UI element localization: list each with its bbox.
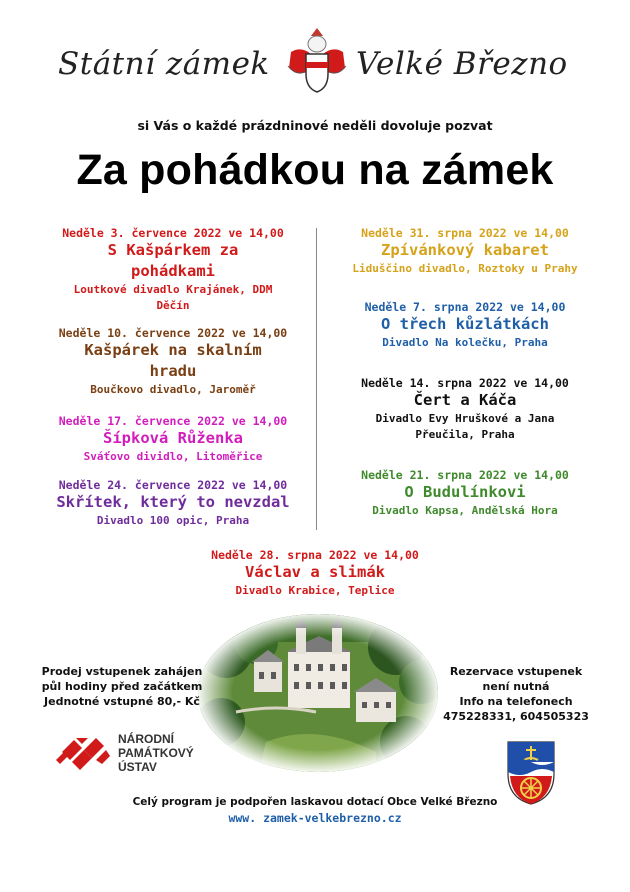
ticket-info — [38, 664, 206, 709]
event-title: Kašpárek na skalním hradu — [84, 341, 262, 380]
header-title-right: Velké Březno — [356, 46, 568, 82]
reservation-info-line: není nutná — [482, 680, 550, 693]
event-subtitle: Boučkovo divadlo, Jaroměř — [90, 383, 256, 396]
website-link[interactable]: www. zamek-velkebrezno.cz — [228, 811, 402, 825]
event-title: Šípková Růženka — [103, 429, 243, 447]
reservation-info — [436, 664, 596, 724]
event-title: O Budulínkovi — [404, 483, 526, 501]
reservation-info-line: Rezervace vstupenek — [449, 665, 583, 678]
event-title: Čert a Káča — [413, 391, 517, 409]
event-center — [165, 548, 465, 599]
event-subtitle: Divadlo Krabice, Teplice — [235, 584, 395, 597]
event-left-3 — [42, 414, 304, 465]
reservation-info-line: 475228331, 604505323 — [443, 710, 589, 723]
event-title: Václav a slimák — [245, 563, 385, 581]
npu-logo — [52, 730, 212, 776]
event-date: Neděle 21. srpna 2022 ve 14,00 — [361, 468, 569, 482]
coat-of-arms-logo — [286, 26, 348, 96]
header-title-left: Státní zámek — [58, 46, 270, 82]
column-divider — [316, 228, 317, 530]
event-subtitle: Loutkové divadlo Krajánek, DDM Děčín — [73, 283, 273, 312]
event-date: Neděle 3. července 2022 ve 14,00 — [62, 226, 284, 240]
event-right-3 — [330, 376, 600, 443]
ticket-info-line: Prodej vstupenek zahájen — [41, 665, 203, 678]
ticket-info-line: Jednotné vstupné 80,- Kč — [44, 695, 200, 708]
event-subtitle: Divadlo Kapsa, Andělská Hora — [372, 504, 558, 517]
event-title: Skřítek, který to nevzdal — [56, 493, 290, 511]
reservation-info-line: Info na telefonech — [459, 695, 573, 708]
event-date: Neděle 10. července 2022 ve 14,00 — [58, 326, 288, 340]
event-left-2 — [42, 326, 304, 398]
castle-photo — [196, 612, 440, 774]
event-title: O třech kůzlátkách — [381, 315, 549, 333]
event-date: Neděle 14. srpna 2022 ve 14,00 — [361, 376, 569, 390]
support-text: Celý program je podpořen laskavou dotací Obce Velké Březno — [132, 796, 498, 808]
event-right-1 — [330, 226, 600, 277]
event-date: Neděle 31. srpna 2022 ve 14,00 — [361, 226, 569, 240]
npu-logo-icon — [52, 730, 112, 774]
npu-text-line: NÁRODNÍ — [118, 732, 174, 746]
npu-text-line: ÚSTAV — [118, 760, 157, 774]
event-date: Neděle 28. srpna 2022 ve 14,00 — [211, 548, 419, 562]
event-date: Neděle 17. července 2022 ve 14,00 — [58, 414, 288, 428]
event-left-1 — [42, 226, 304, 314]
npu-text — [118, 732, 194, 774]
event-subtitle: Liduščino divadlo, Roztoky u Prahy — [352, 262, 578, 275]
invitation-text: si Vás o každé prázdninové neděli dovoluje pozvat — [137, 118, 493, 133]
event-title: S Kašpárkem za pohádkami — [107, 241, 239, 280]
event-subtitle: Divadlo Evy Hruškové a Jana Přeučila, Praha — [375, 412, 555, 441]
event-title: Zpívánkový kabaret — [381, 241, 549, 259]
event-right-2 — [330, 300, 600, 351]
event-date: Neděle 7. srpna 2022 ve 14,00 — [364, 300, 566, 314]
event-subtitle: Divadlo Na kolečku, Praha — [382, 336, 548, 349]
ticket-info-line: půl hodiny před začátkem — [41, 680, 203, 693]
event-date: Neděle 24. července 2022 ve 14,00 — [58, 478, 288, 492]
event-subtitle: Sváťovo dividlo, Litoměřice — [83, 450, 263, 463]
npu-text-line: PAMÁTKOVÝ — [118, 746, 194, 760]
event-subtitle: Divadlo 100 opic, Praha — [96, 514, 250, 527]
event-left-4 — [42, 478, 304, 529]
event-right-4 — [330, 468, 600, 519]
main-title: Za pohádkou na zámek — [76, 146, 554, 194]
